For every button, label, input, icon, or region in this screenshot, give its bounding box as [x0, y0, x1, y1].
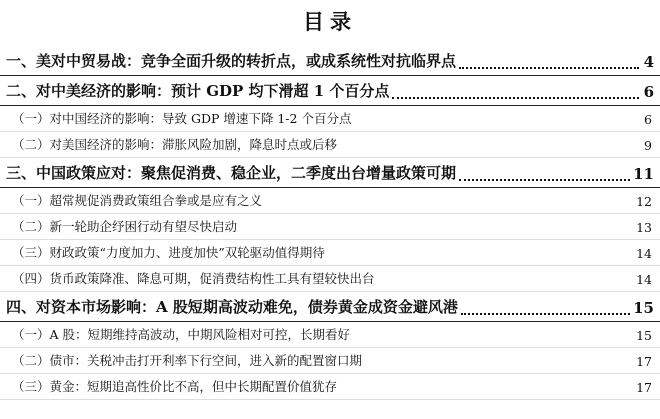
toc-leader-dots [459, 179, 630, 181]
toc-entry-text: 一、美对中贸易战：竞争全面升级的转折点，或成系统性对抗临界点 [6, 52, 457, 70]
toc-subentry[interactable] [0, 266, 660, 292]
toc-leader-dots [461, 313, 630, 315]
toc-entry-page: 4 [643, 53, 654, 71]
toc-entry-page: 15 [633, 299, 654, 317]
toc-subentry[interactable] [0, 348, 660, 374]
toc-entry-text: （二）对美国经济的影响：滞胀风险加剧，降息时点或后移 [12, 137, 338, 152]
toc-entry-text: （一）A 股：短期维持高波动，中期风险相对可控，长期看好 [12, 327, 351, 342]
toc-entry-text: （四）货币政策降准、降息可期，促消费结构性工具有望较快出台 [12, 271, 375, 286]
toc-leader-dots [459, 67, 639, 69]
toc-entry-text: （三）黄金：短期追高性价比不高，但中长期配置价值犹存 [12, 379, 338, 394]
toc-entry-text: （二）债市：关税冲击打开利率下行空间，进入新的配置窗口期 [12, 353, 363, 368]
toc-subentry[interactable] [0, 322, 660, 348]
toc-entry[interactable] [0, 158, 660, 188]
toc-entry-text: 三、中国政策应对：聚焦促消费、稳企业，二季度出台增量政策可期 [6, 164, 457, 182]
toc-entry-text: （二）新一轮助企纾困行动有望尽快启动 [12, 219, 238, 234]
toc-title: 目录 [303, 9, 357, 34]
table-of-contents [0, 46, 660, 400]
toc-leader-dots [392, 97, 639, 99]
toc-subentry[interactable] [0, 240, 660, 266]
toc-entry-page: 17 [636, 354, 652, 369]
toc-entry-text: 二、对中美经济的影响：预计 GDP 均下滑超 1 个百分点 [6, 82, 390, 100]
toc-subentry[interactable] [0, 214, 660, 240]
toc-entry-page: 17 [636, 380, 652, 395]
toc-entry-text: 四、对资本市场影响：A 股短期高波动难免，债券黄金成资金避风港 [6, 298, 458, 316]
toc-entry[interactable] [0, 46, 660, 76]
toc-entry-page: 15 [636, 328, 652, 343]
toc-entry-page: 13 [636, 220, 652, 235]
toc-subentry[interactable] [0, 374, 660, 400]
toc-subentry[interactable] [0, 106, 660, 132]
toc-entry[interactable] [0, 292, 660, 322]
toc-subentry[interactable] [0, 132, 660, 158]
toc-entry-text: （一）对中国经济的影响：导致 GDP 增速下降 1-2 个百分点 [12, 111, 352, 126]
toc-entry-page: 11 [633, 165, 654, 183]
toc-entry-text: （一）超常规促消费政策组合拳或是应有之义 [12, 193, 263, 208]
toc-entry-page: 14 [636, 246, 652, 261]
toc-entry-page: 9 [644, 138, 652, 153]
toc-entry[interactable] [0, 76, 660, 106]
toc-entry-page: 12 [636, 194, 652, 209]
toc-subentry[interactable] [0, 188, 660, 214]
toc-entry-text: （三）财政政策“力度加力、进度加快”双轮驱动值得期待 [12, 245, 325, 260]
toc-entry-page: 14 [636, 272, 652, 287]
toc-entry-page: 6 [643, 83, 654, 101]
toc-entry-page: 6 [644, 112, 652, 127]
